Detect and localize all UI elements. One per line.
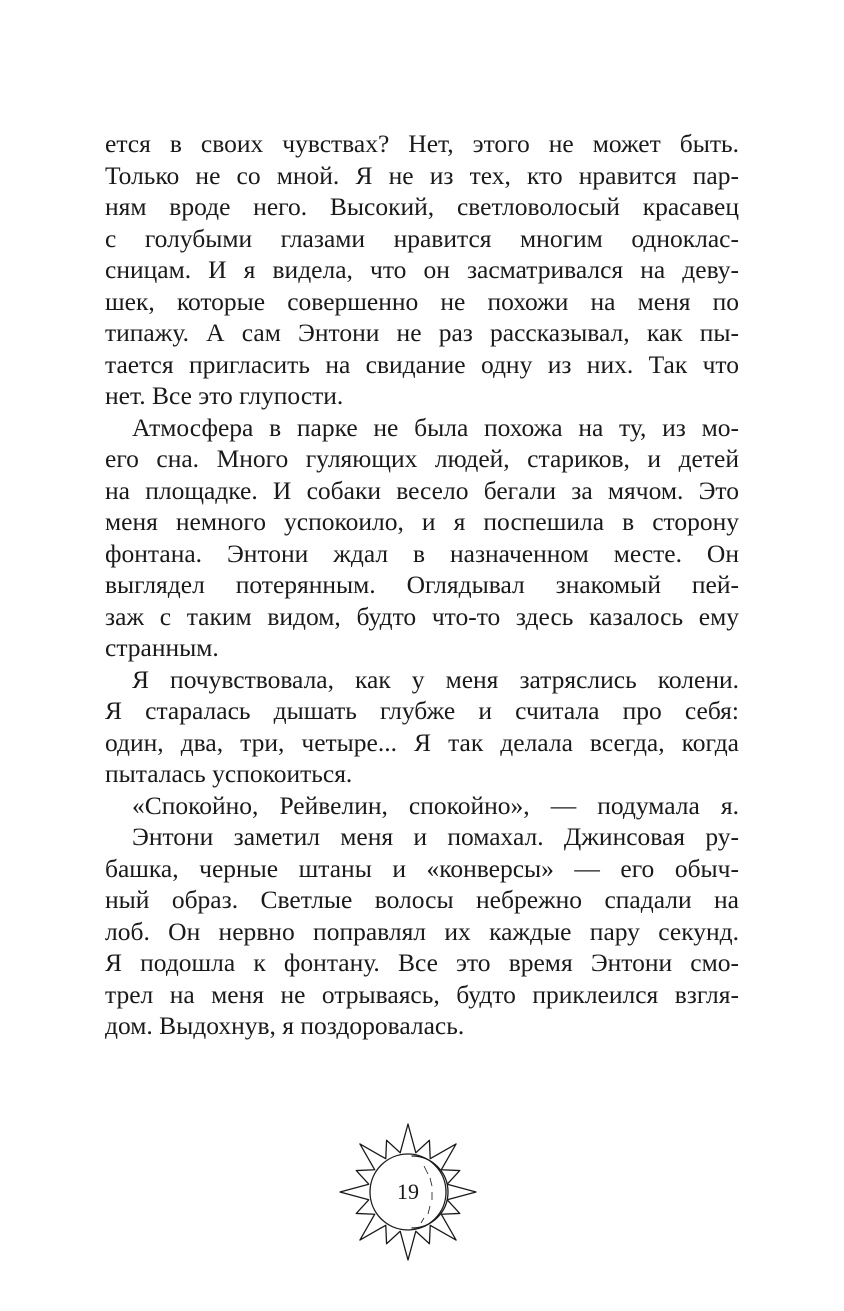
text-line: с голубыми глазами нравится многим одноклас- [105, 223, 739, 253]
paragraph-1 [105, 128, 739, 412]
paragraph-5 [105, 821, 739, 1042]
text-line: его сна. Много гуляющих людей, стариков, и детей [105, 444, 739, 473]
text-line: выглядел потерянным. Оглядывал знакомый пей- [105, 570, 739, 599]
paragraph-4 [105, 790, 739, 822]
paragraph-3 [105, 664, 739, 790]
text-line: Я подошла к фонтану. Все это время Энтони смо- [105, 948, 739, 977]
text-line: «Спокойно, Рейвелин, спокойно», — подумала я. [132, 790, 739, 820]
text-line: фонтана. Энтони ждал в назначенном месте. Он [105, 538, 739, 568]
text-line: пыталась успокоиться. [105, 759, 353, 788]
text-line: Я почувствовала, как у меня затряслись колени. [132, 664, 739, 694]
page-folio [338, 1122, 478, 1262]
text-line: заж с таким видом, будто что-то здесь казалось ему [105, 601, 739, 631]
paragraph-2 [105, 412, 739, 664]
text-line: Я старалась дышать глубже и считала про себя: [105, 696, 739, 725]
text-line: Только не со мной. Я не из тех, кто нравится пар- [105, 160, 739, 190]
text-line: один, два, три, четыре... Я так делала всегда, когда [105, 727, 739, 757]
text-line: нет. Все это глупости. [105, 381, 344, 410]
page-number: 19 [397, 1179, 419, 1204]
text-line: меня немного успокоило, и я поспешила в сторону [105, 507, 739, 536]
text-line: Атмосфера в парке не была похожа на ту, из мо- [132, 412, 739, 442]
text-line: тается пригласить на свидание одну из них. Так что [105, 349, 739, 379]
text-line: ный образ. Светлые волосы небрежно спадали на [105, 885, 739, 914]
text-line: башка, черные штаны и «конверсы» — его обыч- [105, 853, 739, 883]
text-line: типажу. А сам Энтони не раз рассказывал, как пы- [105, 318, 739, 347]
text-line: трел на меня не отрываясь, будто приклеился взгля- [105, 979, 739, 1009]
text-line: Энтони заметил меня и помахал. Джинсовая ру- [132, 822, 739, 851]
text-line: ется в своих чувствах? Нет, этого не может быть. [105, 129, 739, 158]
text-line: дом. Выдохнув, я поздоровалась. [105, 1011, 465, 1040]
text-line: на площадке. И собаки весело бегали за мячом. Это [105, 475, 739, 505]
text-line: лоб. Он нервно поправлял их каждые пару секунд. [105, 916, 739, 946]
text-line: странным. [105, 633, 219, 662]
text-line: ням вроде него. Высокий, светловолосый красавец [105, 192, 739, 221]
body-text [105, 128, 739, 1042]
text-line: шек, которые совершенно не похожи на меня по [105, 286, 739, 316]
text-line: сницам. И я видела, что он засматривался на деву- [105, 255, 739, 284]
